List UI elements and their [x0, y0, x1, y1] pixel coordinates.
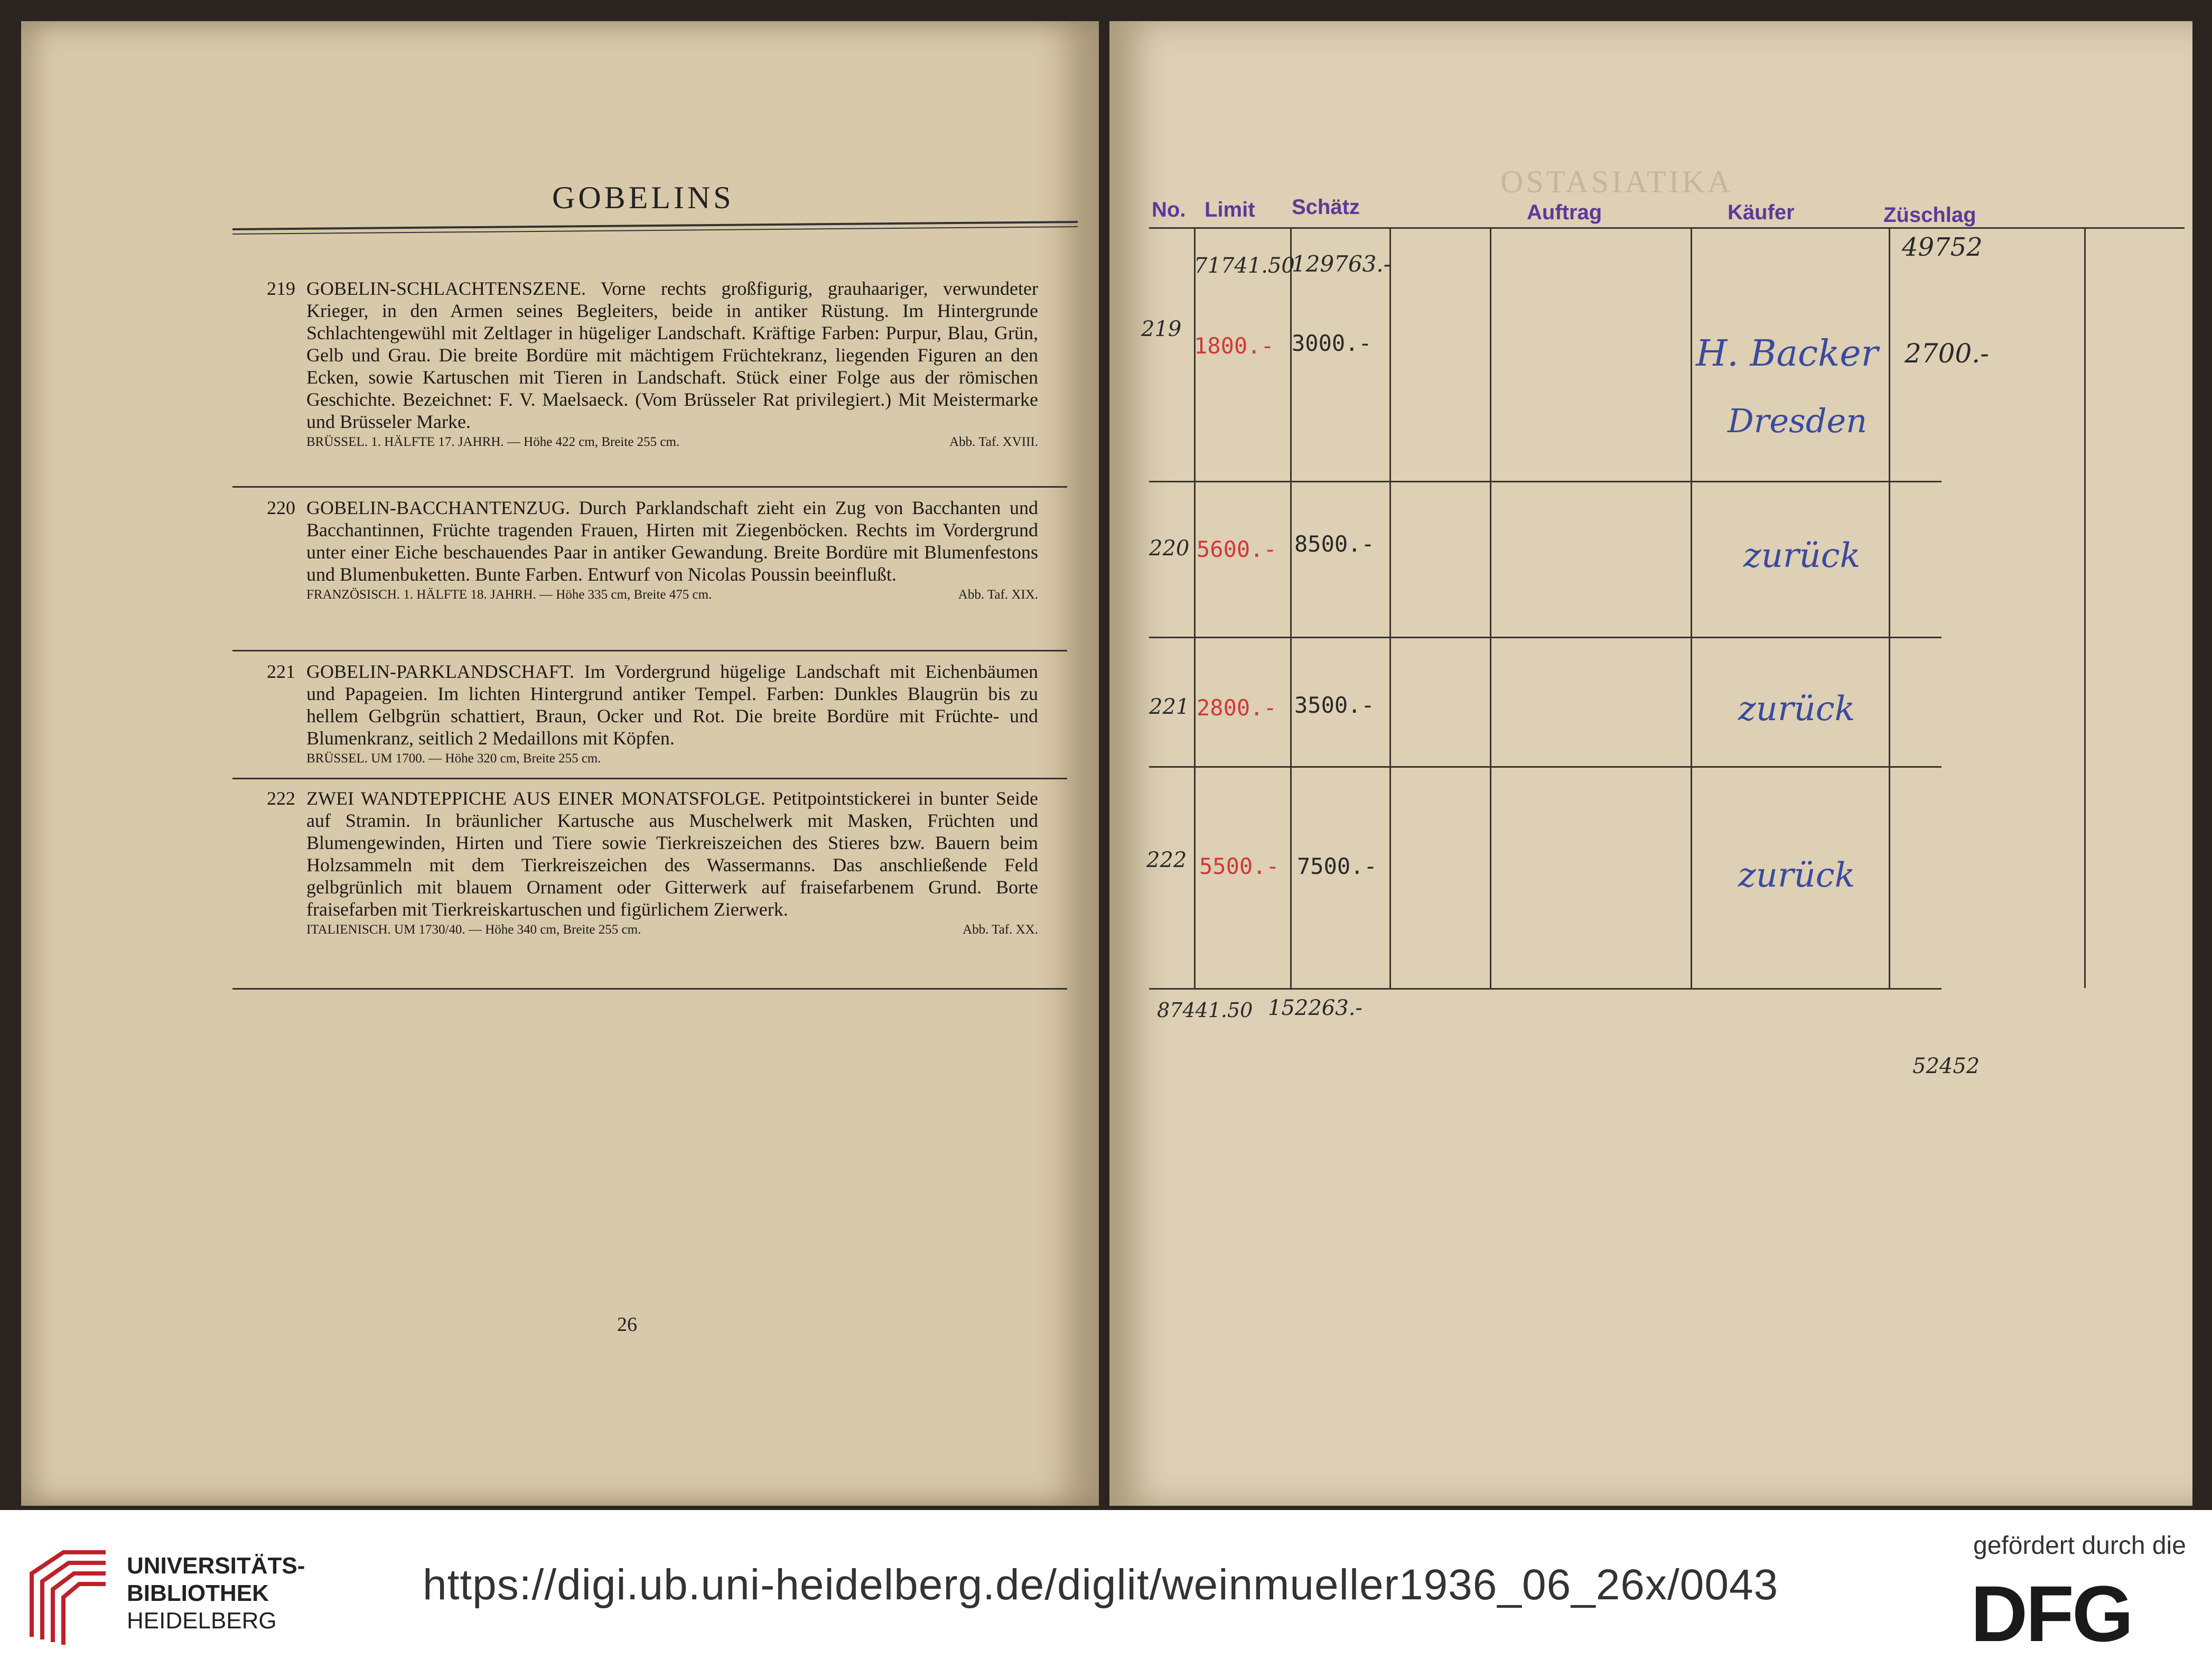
row-number: 219 [1141, 317, 1182, 341]
total-limit: 87441.50 [1157, 999, 1253, 1022]
row-kaeufer: zurück [1738, 856, 1855, 895]
left-page [21, 21, 1099, 1506]
entry-meta [306, 920, 1038, 939]
entry-number: 220 [267, 497, 295, 518]
entry-number: 222 [267, 788, 295, 809]
row-limit: 2800.- [1197, 695, 1277, 721]
entry-plate: Abb. Taf. XVIII. [949, 435, 1038, 449]
header-kaeufer: Käufer [1728, 201, 1795, 224]
institution-name [127, 1552, 305, 1635]
row-schaetz: 3500.- [1294, 692, 1375, 718]
total-zuschlag: 52452 [1912, 1054, 1980, 1078]
row-schaetz: 7500.- [1297, 853, 1377, 879]
row-kaeufer: H. Backer [1696, 333, 1879, 375]
header-zuschlag: Züschlag [1883, 203, 1976, 227]
carry-zuschlag: 49752 [1902, 232, 1983, 262]
entry-plate: Abb. Taf. XIX. [958, 588, 1038, 602]
page-number: 26 [617, 1313, 637, 1336]
entry-text: ZWEI WANDTEPPICHE AUS EINER MONATSFOLGE. Petitpointstickerei in bunter Seide auf Stramin. In bräunlicher Kartusche aus Muschelwerk mit Masken, Früchten und Blumengewinden, Hirten und Tiere sowie Tierkreiszeichen des Stieres bzw. Bauern beim Holzsammeln mit dem Tierkreiszeichen des Wassermanns. Das anschließende Feld gelbgrünlich mit blauem Ornament oder Gitterwerk auf fraisefarbenem Grund. Borte fraisefarben mit Tierkreiskartuschen und figürlichem Zierwerk. [306, 788, 1038, 920]
entry-text: GOBELIN-PARKLANDSCHAFT. Im Vordergrund hügelige Landschaft mit Eichenbäumen und Papageien. Im lichten Hintergrund antiker Tempel. Farben: Dunkles Blaugrün bis zu hellem Gelbgrün schattiert, Braun, Ocker und Rot. Die breite Bordüre mit Früchte- und Blumenkranz, seitlich 2 Medaillons mit Köpfen. [306, 661, 1038, 749]
grid-col-line [1389, 227, 1391, 988]
heading-rule [232, 221, 1078, 230]
entry-meta [306, 433, 1038, 452]
entry-divider [232, 778, 1067, 779]
row-schaetz: 8500.- [1294, 531, 1375, 557]
library-logo-icon [26, 1542, 111, 1647]
grid-bottom-line [1149, 988, 1942, 990]
carry-schaetz: 129763.- [1292, 251, 1391, 277]
entry-number: 219 [267, 278, 295, 299]
header-no: No. [1152, 198, 1186, 221]
footer-bar [0, 1510, 2212, 1668]
catalog-entry [267, 787, 1038, 939]
show-through-title: OSTASIATIKA [1500, 164, 1733, 199]
entry-number: 221 [267, 661, 295, 682]
row-zuschlag: 2700.- [1905, 338, 1990, 369]
grid-col-line [1490, 227, 1491, 988]
entry-text: GOBELIN-SCHLACHTENSZENE. Vorne rechts großfigurig, grauhaariger, verwundeter Krieger, in den Armen seines Begleiters, beide in antiker Rüstung. Im Hintergrunde Schlachtengewühl mit Zeltlager in hügeliger Landschaft. Kräftige Farben: Purpur, Blau, Grün, Gelb und Grau. Die breite Bordüre mit mächtigem Früchtekranz, liegenden Figuren an den Ecken, sowie Kartuschen mit Tieren in Landschaft. Stück einer Folge aus der römischen Geschichte. Bezeichnet: F. V. Maelsaeck. (Vom Brüsseler Rat privilegiert.) Mit Meistermarke und Brüsseler Marke. [306, 278, 1038, 432]
grid-header-line [1149, 227, 2185, 229]
row-schaetz: 3000.- [1292, 330, 1372, 356]
row-kaeufer: zurück [1738, 689, 1855, 729]
entry-text: GOBELIN-BACCHANTENZUG. Durch Parklandschaft zieht ein Zug von Bacchanten und Bacchantinnen, Früchte tragenden Frauen, Hirten mit Ziegenböcken. Rechts im Vordergrund unter einer Eiche beschauendes Paar in antiker Gewandung. Breite Bordüre mit Blumenfestons und Blumenbuketten. Bunte Farben. Entwurf von Nicolas Poussin beeinflußt. [306, 497, 1038, 585]
entry-meta [306, 585, 1038, 604]
entry-origin: BRÜSSEL. 1. HÄLFTE 17. JAHRH. — Höhe 422 cm, Breite 255 cm. [306, 435, 680, 449]
row-limit: 1800.- [1194, 333, 1274, 359]
entry-origin: BRÜSSEL. UM 1700. — Höhe 320 cm, Breite 255 cm. [306, 751, 601, 766]
row-limit: 5500.- [1199, 853, 1280, 879]
page-heading: GOBELINS [552, 180, 734, 215]
institution-line: UNIVERSITÄTS- [127, 1553, 305, 1579]
entry-divider [232, 988, 1067, 990]
funding-note: gefördert durch die [1973, 1532, 2186, 1560]
grid-col-line [1691, 227, 1692, 988]
grid-col-line [1889, 227, 1890, 988]
entry-origin: ITALIENISCH. UM 1730/40. — Höhe 340 cm, Breite 255 cm. [306, 922, 641, 937]
row-number: 220 [1149, 536, 1190, 561]
grid-row-line [1149, 481, 1942, 482]
header-limit: Limit [1205, 198, 1255, 221]
dfg-logo: DFG [1971, 1569, 2132, 1658]
right-page [1109, 21, 2192, 1506]
row-kaeufer-city: Dresden [1728, 402, 1868, 440]
total-schaetz: 152263.- [1268, 996, 1362, 1020]
institution-line: BIBLIOTHEK [127, 1580, 269, 1606]
grid-row-line [1149, 766, 1942, 768]
entry-origin: FRANZÖSISCH. 1. HÄLFTE 18. JAHRH. — Höhe 335 cm, Breite 475 cm. [306, 588, 712, 602]
row-number: 222 [1146, 848, 1187, 872]
catalog-entry [267, 497, 1038, 604]
entry-divider [232, 650, 1067, 651]
permalink-url[interactable]: https://digi.ub.uni-heidelberg.de/diglit/weinmueller1936_06_26x/0043 [423, 1561, 1779, 1609]
header-auftrag: Auftrag [1527, 201, 1602, 224]
grid-row-line [1149, 637, 1942, 638]
entry-divider [232, 486, 1067, 488]
institution-line: HEIDELBERG [127, 1608, 277, 1634]
grid-col-line [2084, 227, 2086, 988]
entry-plate: Abb. Taf. XX. [963, 922, 1038, 937]
row-number: 221 [1149, 695, 1190, 719]
entry-meta [306, 749, 1038, 768]
header-schaetz: Schätz [1292, 195, 1360, 219]
carry-limit: 71741.50 [1194, 254, 1295, 278]
catalog-entry [267, 277, 1038, 452]
row-limit: 5600.- [1197, 536, 1277, 562]
row-kaeufer: zurück [1743, 536, 1861, 575]
catalog-entry [267, 660, 1038, 768]
